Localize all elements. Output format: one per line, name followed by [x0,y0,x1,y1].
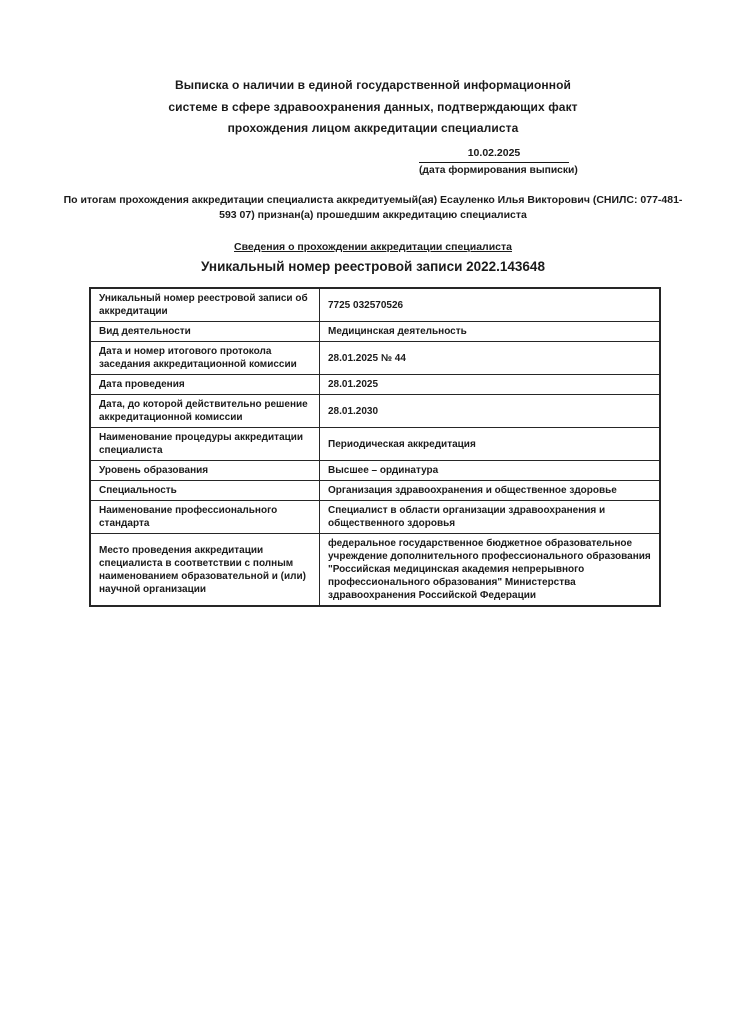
table-row [90,342,660,375]
row-label: Вид деятельности [90,322,320,342]
row-value: федеральное государственное бюджетное образовательное учреждение дополнительного профессионального образования "Российская медицинская академия непрерывного профессионального образования" Министерства здравоохранения Российской Федерации [320,534,661,607]
table-row [90,375,660,395]
table-row [90,534,660,607]
table-row [90,428,660,461]
section-heading: Сведения о прохождении аккредитации специалиста [234,241,512,253]
table-row [90,395,660,428]
row-value: Организация здравоохранения и общественное здоровье [320,481,661,501]
row-label: Уровень образования [90,461,320,481]
row-label: Уникальный номер реестровой записи об аккредитации [90,288,320,322]
table-row [90,322,660,342]
row-label: Наименование профессионального стандарта [90,501,320,534]
row-label: Специальность [90,481,320,501]
row-value: Высшее – ординатура [320,461,661,481]
table-row [90,461,660,481]
extract-date-caption: (дата формирования выписки) [419,165,578,176]
record-number-heading: Уникальный номер реестровой записи 2022.143648 [201,259,545,274]
extract-date-value: 10.02.2025 [419,147,569,163]
extract-date-block [419,147,578,177]
document-title-line: Выписка о наличии в единой государственной информационной [174,78,572,92]
table-row [90,481,660,501]
row-label: Дата, до которой действительно решение аккредитационной комиссии [90,395,320,428]
document-title [60,75,686,140]
document-title-line: прохождения лицом аккредитации специалиста [227,121,519,135]
row-label: Место проведения аккредитации специалиста в соответствии с полным наименованием образовательной и (или) научной организации [90,534,320,607]
intro-paragraph: По итогам прохождения аккредитации специалиста аккредитуемый(ая) Есауленко Илья Викторович (СНИЛС: 077-481-593 07) признан(а) прошедшим аккредитацию специалиста [63,194,683,221]
row-label: Дата проведения [90,375,320,395]
row-value: Специалист в области организации здравоохранения и общественного здоровья [320,501,661,534]
document-title-line: системе в сфере здравоохранения данных, подтверждающих факт [168,99,578,114]
row-label: Наименование процедуры аккредитации специалиста [90,428,320,461]
row-value: 28.01.2030 [320,395,661,428]
table-row [90,501,660,534]
row-value: 28.01.2025 № 44 [320,342,661,375]
row-value: Медицинская деятельность [320,322,661,342]
row-value: Периодическая аккредитация [320,428,661,461]
table-row [90,288,660,322]
row-value: 28.01.2025 [320,375,661,395]
row-value: 7725 032570526 [320,288,661,322]
accreditation-details-table [89,287,661,607]
row-label: Дата и номер итогового протокола заседания аккредитационной комиссии [90,342,320,375]
